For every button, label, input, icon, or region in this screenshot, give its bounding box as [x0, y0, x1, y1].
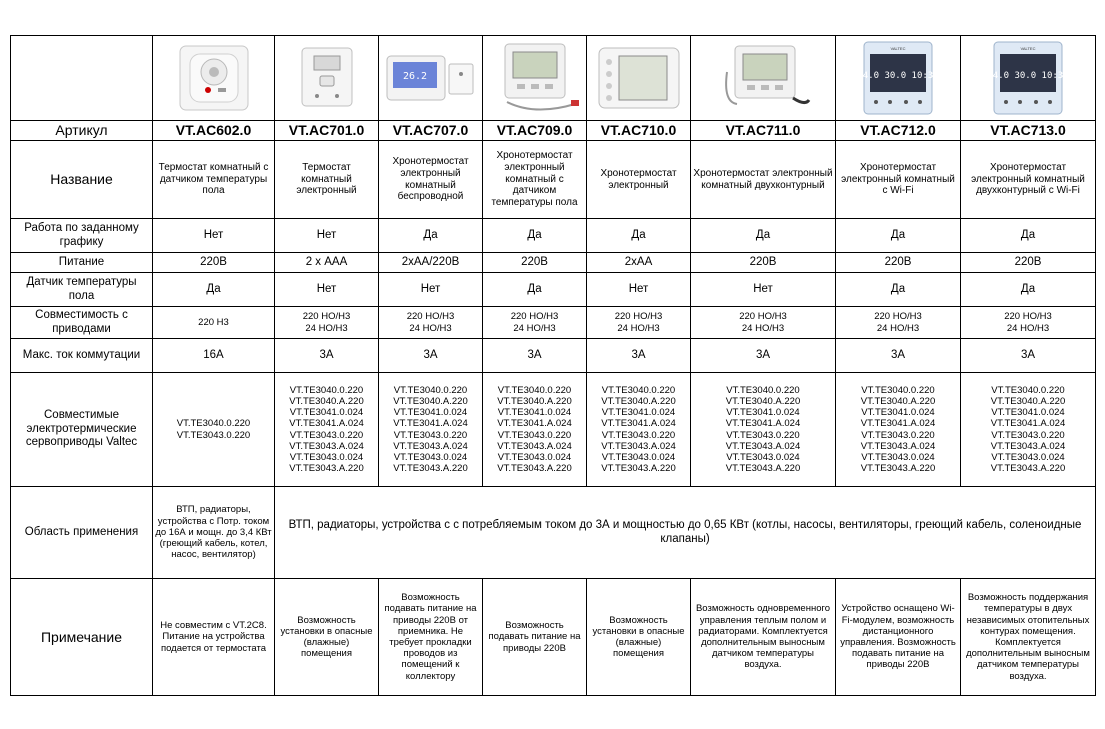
article-cell: VT.AC713.0: [961, 121, 1096, 141]
ac707-screen-text: 26.2: [402, 71, 427, 82]
note-cell: Возможность поддержания температуры в двух независимых отопительных контурах помещения. Комплектуется дополнительным выносным датчиком температуры воздуха.: [961, 579, 1096, 696]
article-cell: VT.AC712.0: [836, 121, 961, 141]
article-row: [11, 121, 1096, 141]
row-label-name: Название: [11, 141, 153, 219]
schedule-cell: Да: [587, 219, 691, 253]
article-cell: VT.AC711.0: [691, 121, 836, 141]
power-cell: 220В: [153, 253, 275, 273]
name-cell: Хронотермостат электронный комнатный беспроводной: [379, 141, 483, 219]
ac712-screen-text: 24.0 30.0 10:30: [857, 71, 939, 81]
row-label-compat: Совместимость с приводами: [11, 307, 153, 339]
power-row: [11, 253, 1096, 273]
actuators-cell: VT.TE3040.0.220 VT.TE3043.0.220: [153, 373, 275, 487]
product-image-ac713: [961, 36, 1096, 121]
row-label-application: Область применения: [11, 487, 153, 579]
compat-cell: 220 НО/Н3 24 НО/Н3: [379, 307, 483, 339]
product-image-ac602: [153, 36, 275, 121]
floor-sensor-cell: Нет: [379, 273, 483, 307]
article-cell: VT.AC602.0: [153, 121, 275, 141]
name-cell: Хронотермостат электронный: [587, 141, 691, 219]
actuators-cell: VT.TE3040.0.220 VT.TE3040.A.220 VT.TE3041.0.024 VT.TE3041.A.024 VT.TE3043.0.220 VT.TE3043.A.024 VT.TE3043.0.024 VT.TE3043.A.220: [961, 373, 1096, 487]
product-image-ac709: [483, 36, 587, 121]
max-current-cell: 3А: [836, 339, 961, 373]
article-cell: VT.AC710.0: [587, 121, 691, 141]
floor-sensor-cell: Нет: [587, 273, 691, 307]
schedule-cell: Да: [691, 219, 836, 253]
application-cell-first: ВТП, радиаторы, устройства с Потр. током до 16А и мощн. до 3,4 КВт (греющий кабель, котел, насос, вентилятор): [153, 487, 275, 579]
note-cell: Не совместим с VT.2C8. Питание на устройства подается от термостата: [153, 579, 275, 696]
max-current-row: [11, 339, 1096, 373]
note-cell: Возможность подавать питание на приводы 220В от приемника. Не требует прокладки проводов из помещений к коллектору: [379, 579, 483, 696]
floor-sensor-cell: Да: [153, 273, 275, 307]
compat-row: [11, 307, 1096, 339]
note-cell: Возможность подавать питание на приводы 220В: [483, 579, 587, 696]
max-current-cell: 3А: [691, 339, 836, 373]
schedule-cell: Да: [379, 219, 483, 253]
corner-cell: [11, 36, 153, 121]
schedule-cell: Да: [483, 219, 587, 253]
row-label-actuators: Совместимые электротермические сервоприводы Valtec: [11, 373, 153, 487]
power-cell: 2хАА/220В: [379, 253, 483, 273]
power-cell: 220В: [483, 253, 587, 273]
power-cell: 2 х ААА: [275, 253, 379, 273]
name-cell: Хронотермостат электронный комнатный с датчиком температуры пола: [483, 141, 587, 219]
compat-cell: 220 НО/Н3 24 НО/Н3: [691, 307, 836, 339]
note-cell: Возможность установки в опасные (влажные) помещения: [275, 579, 379, 696]
max-current-cell: 3А: [587, 339, 691, 373]
application-row: [11, 487, 1096, 579]
actuators-cell: VT.TE3040.0.220 VT.TE3040.A.220 VT.TE3041.0.024 VT.TE3041.A.024 VT.TE3043.0.220 VT.TE3043.A.024 VT.TE3043.0.024 VT.TE3043.A.220: [836, 373, 961, 487]
floor-sensor-cell: Нет: [691, 273, 836, 307]
power-cell: 220В: [961, 253, 1096, 273]
compat-cell: 220 НО/Н3 24 НО/Н3: [587, 307, 691, 339]
name-cell: Хронотермостат электронный комнатный двухконтурный: [691, 141, 836, 219]
article-cell: VT.AC707.0: [379, 121, 483, 141]
name-cell: Термостат комнатный с датчиком температуры пола: [153, 141, 275, 219]
article-cell: VT.AC709.0: [483, 121, 587, 141]
floor-sensor-row: [11, 273, 1096, 307]
name-cell: Хронотермостат электронный комнатный двухконтурный с Wi-Fi: [961, 141, 1096, 219]
floor-sensor-cell: Да: [961, 273, 1096, 307]
article-cell: VT.AC701.0: [275, 121, 379, 141]
schedule-cell: Нет: [153, 219, 275, 253]
actuators-cell: VT.TE3040.0.220 VT.TE3040.A.220 VT.TE3041.0.024 VT.TE3041.A.024 VT.TE3043.0.220 VT.TE3043.A.024 VT.TE3043.0.024 VT.TE3043.A.220: [587, 373, 691, 487]
actuators-cell: VT.TE3040.0.220 VT.TE3040.A.220 VT.TE3041.0.024 VT.TE3041.A.024 VT.TE3043.0.220 VT.TE3043.A.024 VT.TE3043.0.024 VT.TE3043.A.220: [379, 373, 483, 487]
note-cell: Возможность одновременного управления теплым полом и радиаторами. Комплектуется дополнительным выносным датчиком температуры воздуха.: [691, 579, 836, 696]
row-label-schedule: Работа по заданному графику: [11, 219, 153, 253]
compat-cell: 220 НО/Н3 24 НО/Н3: [483, 307, 587, 339]
product-image-ac711: [691, 36, 836, 121]
schedule-cell: Да: [961, 219, 1096, 253]
ac713-screen-text: 24.0 30.0 10:30: [987, 71, 1069, 81]
name-row: [11, 141, 1096, 219]
product-image-ac712: [836, 36, 961, 121]
images-row: [11, 36, 1096, 121]
note-cell: Устройство оснащено Wi-Fi-модулем, возможность дистанционного управления. Возможность подавать питание на приводы 220В: [836, 579, 961, 696]
application-cell-rest: ВТП, радиаторы, устройства с с потребляемым током до 3А и мощностью до 0,65 КВт (котлы, насосы, вентиляторы, греющий кабель, соленоидные клапаны): [275, 487, 1096, 579]
product-image-ac707: [379, 36, 483, 121]
actuators-cell: VT.TE3040.0.220 VT.TE3040.A.220 VT.TE3041.0.024 VT.TE3041.A.024 VT.TE3043.0.220 VT.TE3043.A.024 VT.TE3043.0.024 VT.TE3043.A.220: [275, 373, 379, 487]
floor-sensor-cell: Нет: [275, 273, 379, 307]
floor-sensor-cell: Да: [836, 273, 961, 307]
row-label-floor-sensor: Датчик температуры пола: [11, 273, 153, 307]
actuators-cell: VT.TE3040.0.220 VT.TE3040.A.220 VT.TE3041.0.024 VT.TE3041.A.024 VT.TE3043.0.220 VT.TE3043.A.024 VT.TE3043.0.024 VT.TE3043.A.220: [483, 373, 587, 487]
name-cell: Термостат комнатный электронный: [275, 141, 379, 219]
schedule-cell: Нет: [275, 219, 379, 253]
note-row: [11, 579, 1096, 696]
ac712-brand-text: VALTEC: [890, 46, 906, 51]
max-current-cell: 16А: [153, 339, 275, 373]
row-label-note: Примечание: [11, 579, 153, 696]
actuators-row: [11, 373, 1096, 487]
power-cell: 220В: [836, 253, 961, 273]
max-current-cell: 3А: [961, 339, 1096, 373]
power-cell: 2хАА: [587, 253, 691, 273]
max-current-cell: 3А: [379, 339, 483, 373]
spec-table: [10, 35, 1096, 696]
floor-sensor-cell: Да: [483, 273, 587, 307]
name-cell: Хронотермостат электронный комнатный с Wi-Fi: [836, 141, 961, 219]
note-cell: Возможность установки в опасные (влажные) помещения: [587, 579, 691, 696]
product-image-ac710: [587, 36, 691, 121]
schedule-row: [11, 219, 1096, 253]
row-label-article: Артикул: [11, 121, 153, 141]
compat-cell: 220 НО/Н3 24 НО/Н3: [275, 307, 379, 339]
compat-cell: 220 Н3: [153, 307, 275, 339]
power-cell: 220В: [691, 253, 836, 273]
actuators-cell: VT.TE3040.0.220 VT.TE3040.A.220 VT.TE3041.0.024 VT.TE3041.A.024 VT.TE3043.0.220 VT.TE3043.A.024 VT.TE3043.0.024 VT.TE3043.A.220: [691, 373, 836, 487]
row-label-max-current: Макс. ток коммутации: [11, 339, 153, 373]
max-current-cell: 3А: [483, 339, 587, 373]
max-current-cell: 3А: [275, 339, 379, 373]
product-image-ac701: [275, 36, 379, 121]
schedule-cell: Да: [836, 219, 961, 253]
row-label-power: Питание: [11, 253, 153, 273]
ac713-brand-text: VALTEC: [1020, 46, 1036, 51]
compat-cell: 220 НО/Н3 24 НО/Н3: [961, 307, 1096, 339]
compat-cell: 220 НО/Н3 24 НО/Н3: [836, 307, 961, 339]
